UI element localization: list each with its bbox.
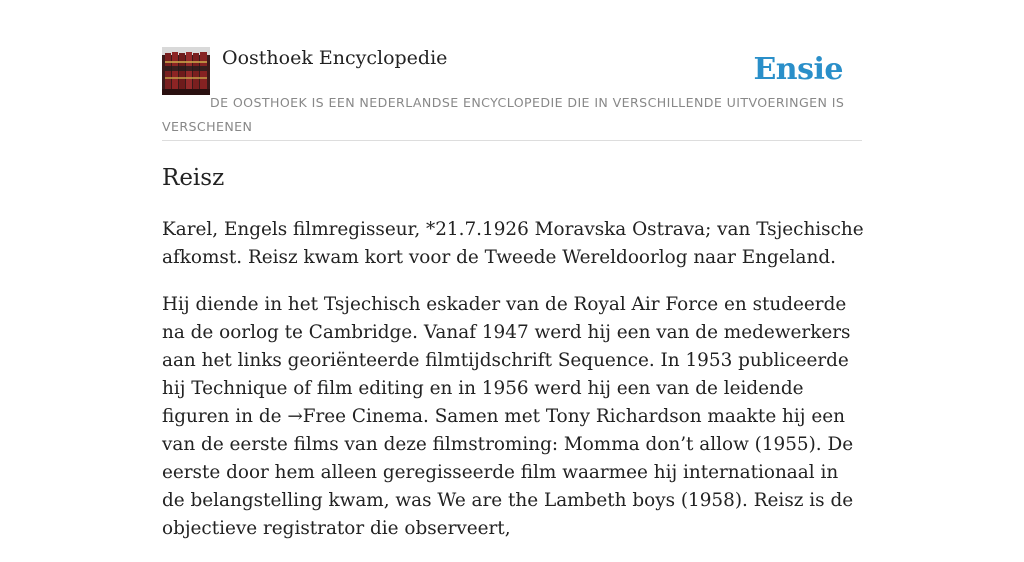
brand-logo[interactable]: Ensie [753, 52, 843, 87]
paragraph-text: . Samen met Tony Richardson maakte hij een van de eerste films van deze filmstroming: Momma don’t allow (1955). De eerste door hem alleen geregisseerde film waarmee hij internationaal in de belangstelling kwam, was We are the Lambeth boys (1958). Reisz is de objectieve registrator die observeert, [162, 406, 854, 539]
encyclopedia-books-icon [162, 47, 210, 95]
site-title[interactable]: Oosthoek Encyclopedie [222, 47, 448, 69]
paragraph-text: Hij diende in het Tsjechisch eskader van de Royal Air Force en studeerde na de oorlog te Cambridge. Vanaf 1947 werd hij een van de medewerkers aan het links georiënteerde filmtijdschrift Sequence. In 1953 publiceerde hij Technique of film editing en in 1956 werd hij een van de leidende figuren in de [162, 294, 851, 427]
site-description: DE OOSTHOEK IS EEN NEDERLANDSE ENCYCLOPEDIE DIE IN VERSCHILLENDE UITVOERINGEN IS VERSCHENEN [162, 95, 845, 134]
free-cinema-link[interactable]: →Free Cinema [287, 406, 423, 427]
article-paragraph: Karel, Engels filmregisseur, *21.7.1926 Moravska Ostrava; van Tsjechische afkomst. Reisz kwam kort voor de Tweede Wereldoorlog naar Engeland. [162, 219, 864, 268]
site-header [162, 46, 862, 141]
article-body [162, 216, 866, 562]
article-title: Reisz [162, 165, 225, 191]
article-paragraph [162, 291, 866, 543]
encyclopedia-books-avatar[interactable] [162, 47, 210, 95]
